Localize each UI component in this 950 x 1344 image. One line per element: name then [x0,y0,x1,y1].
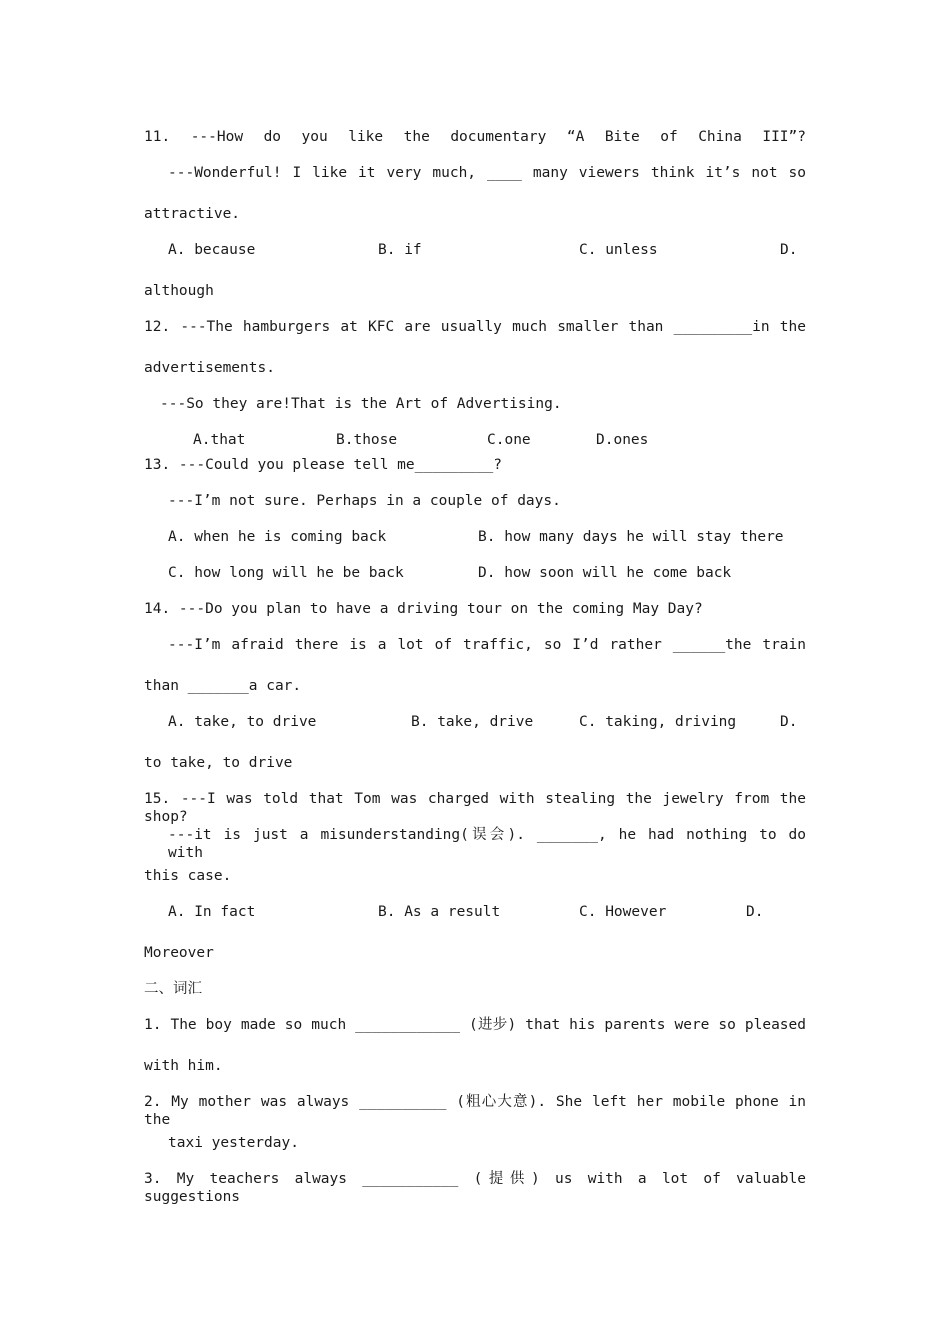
q15-option-c: C. However [579,904,667,920]
q12-option-c: C.one [487,432,531,448]
q11-option-d: D. [780,242,798,258]
q15-option-b: B. As a result [378,904,501,920]
q15-answer: ---it is just a misunderstanding(误会). _______, he had nothing to do with [168,827,806,861]
q11-answer: ---Wonderful! I like it very much, ____ many viewers think it’s not so [168,165,806,181]
q14-option-d-text: to take, to drive [144,755,293,771]
vocab-item-2: 2. My mother was always __________ (粗心大意). She left her mobile phone in the [144,1094,806,1128]
q15-answer-cont: this case. [144,868,232,884]
q15-option-a: A. In fact [168,904,256,920]
q14-option-c: C. taking, driving [579,714,737,730]
q12-question-cont: advertisements. [144,360,275,376]
q13-option-a: A. when he is coming back [168,529,387,545]
q14-answer-cont: than _______a car. [144,678,302,694]
q12-answer: ---So they are!That is the Art of Advertising. [160,396,562,412]
section-heading: 二、词汇 [144,981,202,997]
q15-question: 15. ---I was told that Tom was charged with stealing the jewelry from the shop? [144,791,806,825]
q14-question: 14. ---Do you plan to have a driving tour on the coming May Day? [144,601,703,617]
q13-answer: ---I’m not sure. Perhaps in a couple of days. [168,493,561,509]
q14-option-d: D. [780,714,798,730]
q11-option-b: B. if [378,242,422,258]
q13-option-c: C. how long will he be back [168,565,404,581]
vocab-item-1-cont: with him. [144,1058,223,1074]
q11-question: 11. ---How do you like the documentary “A Bite of China III”? [144,129,806,145]
vocab-item-3: 3. My teachers always ___________ (提供) us with a lot of valuable suggestions [144,1171,806,1205]
vocab-item-2-cont: taxi yesterday. [168,1135,299,1151]
q14-option-b: B. take, drive [411,714,534,730]
vocab-item-1: 1. The boy made so much ____________ (进步) that his parents were so pleased [144,1017,806,1033]
q12-question: 12. ---The hamburgers at KFC are usually much smaller than _________in the [144,319,806,335]
q11-answer-cont: attractive. [144,206,241,222]
q12-option-a: A.that [193,432,246,448]
q11-option-a: A. because [168,242,256,258]
q11-option-d-text: although [144,283,214,299]
q12-option-b: B.those [336,432,398,448]
q14-option-a: A. take, to drive [168,714,317,730]
q14-answer: ---I’m afraid there is a lot of traffic, so I’d rather ______the train [168,637,806,653]
q13-option-b: B. how many days he will stay there [478,529,784,545]
q13-question: 13. ---Could you please tell me_________? [144,457,502,473]
q15-option-d-text: Moreover [144,945,214,961]
q13-option-d: D. how soon will he come back [478,565,732,581]
q12-option-d: D.ones [596,432,649,448]
q11-option-c: C. unless [579,242,658,258]
q15-option-d: D. [746,904,764,920]
